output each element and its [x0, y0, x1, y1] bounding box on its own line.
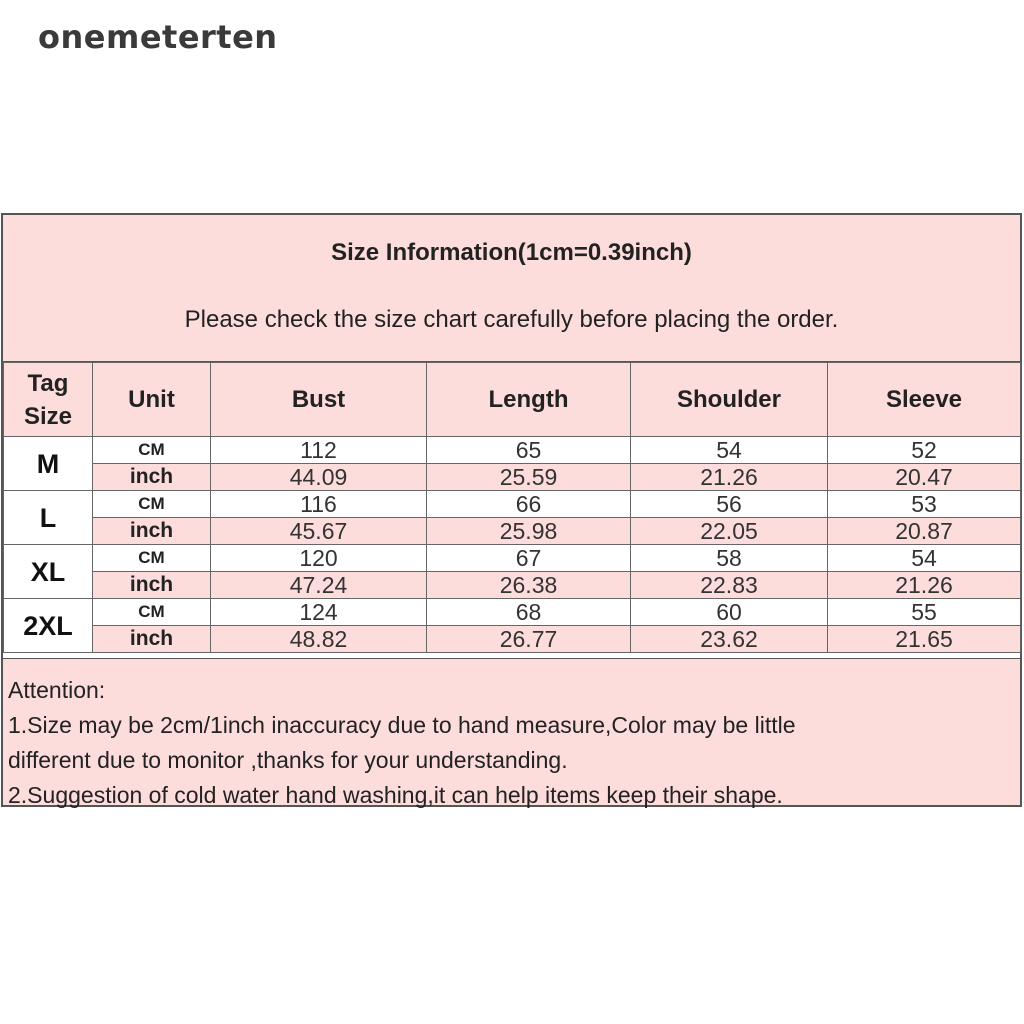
unit-cell: inch [93, 518, 211, 545]
attention-notes [3, 658, 1020, 808]
length-cell: 26.38 [427, 572, 631, 599]
brand-watermark: onemeterten [38, 18, 278, 56]
column-header-bust: Bust [211, 363, 427, 437]
table-row [4, 518, 1021, 545]
length-cell: 68 [427, 599, 631, 626]
table-row [4, 572, 1021, 599]
size-tag-cell: M [4, 437, 93, 491]
column-header-tag-size: Tag Size [4, 363, 93, 437]
length-cell: 65 [427, 437, 631, 464]
size-chart-header [3, 215, 1020, 362]
shoulder-cell: 56 [631, 491, 828, 518]
bust-cell: 45.67 [211, 518, 427, 545]
length-cell: 67 [427, 545, 631, 572]
shoulder-cell: 22.05 [631, 518, 828, 545]
shoulder-cell: 21.26 [631, 464, 828, 491]
unit-cell: CM [93, 599, 211, 626]
attention-heading: Attention: [8, 677, 106, 703]
bust-cell: 47.24 [211, 572, 427, 599]
attention-note-1: 1.Size may be 2cm/1inch inaccuracy due to hand measure,Color may be little [8, 712, 796, 738]
unit-cell: inch [93, 572, 211, 599]
bust-cell: 124 [211, 599, 427, 626]
unit-cell: CM [93, 491, 211, 518]
column-header-sleeve: Sleeve [828, 363, 1021, 437]
table-row [4, 437, 1021, 464]
length-cell: 66 [427, 491, 631, 518]
size-chart-subtitle: Please check the size chart carefully before placing the order. [184, 306, 839, 333]
unit-cell: CM [93, 545, 211, 572]
size-tag-cell: L [4, 491, 93, 545]
shoulder-cell: 54 [631, 437, 828, 464]
bust-cell: 44.09 [211, 464, 427, 491]
size-chart [1, 213, 1022, 807]
sleeve-cell: 21.65 [828, 626, 1021, 653]
bust-cell: 48.82 [211, 626, 427, 653]
size-tag-cell: 2XL [4, 599, 93, 653]
unit-cell: inch [93, 464, 211, 491]
table-row [4, 464, 1021, 491]
sleeve-cell: 21.26 [828, 572, 1021, 599]
size-tag-cell: XL [4, 545, 93, 599]
column-header-shoulder: Shoulder [631, 363, 828, 437]
shoulder-cell: 58 [631, 545, 828, 572]
table-row [4, 626, 1021, 653]
shoulder-cell: 22.83 [631, 572, 828, 599]
column-header-unit: Unit [93, 363, 211, 437]
size-table [3, 362, 1021, 653]
length-cell: 25.98 [427, 518, 631, 545]
bust-cell: 116 [211, 491, 427, 518]
sleeve-cell: 54 [828, 545, 1021, 572]
table-header-row [4, 363, 1021, 437]
sleeve-cell: 52 [828, 437, 1021, 464]
column-header-length: Length [427, 363, 631, 437]
table-row [4, 491, 1021, 518]
sleeve-cell: 20.47 [828, 464, 1021, 491]
table-row [4, 545, 1021, 572]
bust-cell: 112 [211, 437, 427, 464]
sleeve-cell: 20.87 [828, 518, 1021, 545]
table-row [4, 599, 1021, 626]
bust-cell: 120 [211, 545, 427, 572]
unit-cell: inch [93, 626, 211, 653]
length-cell: 26.77 [427, 626, 631, 653]
attention-note-1-continued: different due to monitor ,thanks for your understanding. [8, 747, 568, 773]
unit-cell: CM [93, 437, 211, 464]
length-cell: 25.59 [427, 464, 631, 491]
shoulder-cell: 23.62 [631, 626, 828, 653]
size-chart-title: Size Information(1cm=0.39inch) [331, 239, 692, 266]
sleeve-cell: 53 [828, 491, 1021, 518]
shoulder-cell: 60 [631, 599, 828, 626]
attention-note-2: 2.Suggestion of cold water hand washing,it can help items keep their shape. [8, 782, 783, 808]
sleeve-cell: 55 [828, 599, 1021, 626]
